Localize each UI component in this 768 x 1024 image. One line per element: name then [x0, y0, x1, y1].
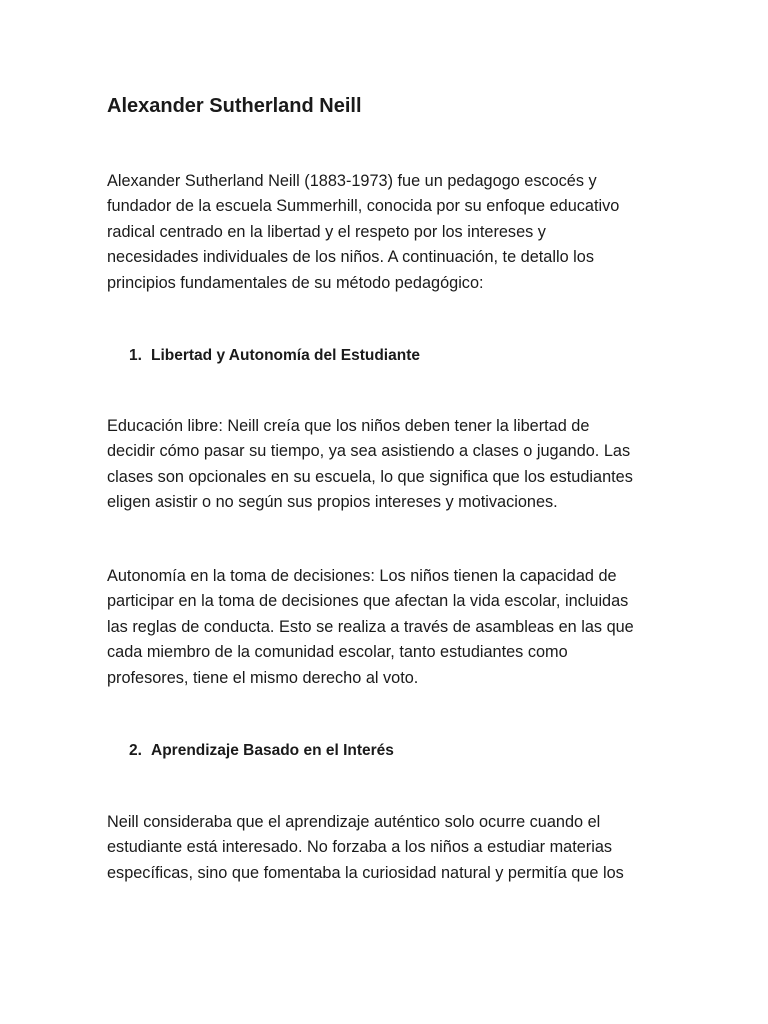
section-1-heading	[129, 345, 420, 367]
paragraph-line: estudiante está interesado. No forzaba a los niños a estudiar materias	[107, 838, 613, 857]
section-1-paragraph-1	[107, 414, 667, 516]
paragraph-line: eligen asistir o no según sus propios intereses y motivaciones.	[107, 493, 558, 512]
intro-line: Alexander Sutherland Neill (1883-1973) fue un pedagogo escocés y	[107, 172, 597, 190]
section-1-paragraph-2	[107, 564, 667, 691]
paragraph-line: específicas, sino que fomentaba la curiosidad natural y permitía que los	[107, 863, 624, 882]
paragraph-line: Neill consideraba que el aprendizaje auténtico solo ocurre cuando el	[107, 813, 601, 831]
paragraph-line: Educación libre: Neill creía que los niños deben tener la libertad de	[107, 417, 590, 435]
paragraph-line: Autonomía en la toma de decisiones: Los niños tienen la capacidad de	[107, 567, 617, 585]
section-2-paragraph-1	[107, 810, 667, 886]
intro-line: necesidades individuales de los niños. A continuación, te detallo los	[107, 248, 594, 267]
intro-paragraph	[107, 169, 667, 296]
section-1-number: 1.	[129, 347, 142, 364]
section-2-heading	[129, 740, 394, 762]
paragraph-line: decidir cómo pasar su tiempo, ya sea asistiendo a clases o jugando. Las	[107, 442, 631, 461]
section-2-title: Aprendizaje Basado en el Interés	[151, 742, 394, 759]
paragraph-line: profesores, tiene el mismo derecho al voto.	[107, 668, 419, 687]
paragraph-line: participar en la toma de decisiones que afectan la vida escolar, incluidas	[107, 592, 629, 611]
paragraph-line: cada miembro de la comunidad escolar, tanto estudiantes como	[107, 643, 568, 662]
document-title: Alexander Sutherland Neill	[107, 95, 362, 117]
paragraph-line: las reglas de conducta. Esto se realiza a través de asambleas en las que	[107, 617, 634, 636]
intro-line: fundador de la escuela Summerhill, conocida por su enfoque educativo	[107, 197, 620, 216]
paragraph-line: clases son opcionales en su escuela, lo que significa que los estudiantes	[107, 467, 633, 486]
section-1-title: Libertad y Autonomía del Estudiante	[151, 347, 420, 364]
intro-line: principios fundamentales de su método pedagógico:	[107, 273, 484, 292]
intro-line: radical centrado en la libertad y el respeto por los intereses y	[107, 222, 546, 241]
section-2-number: 2.	[129, 742, 142, 759]
